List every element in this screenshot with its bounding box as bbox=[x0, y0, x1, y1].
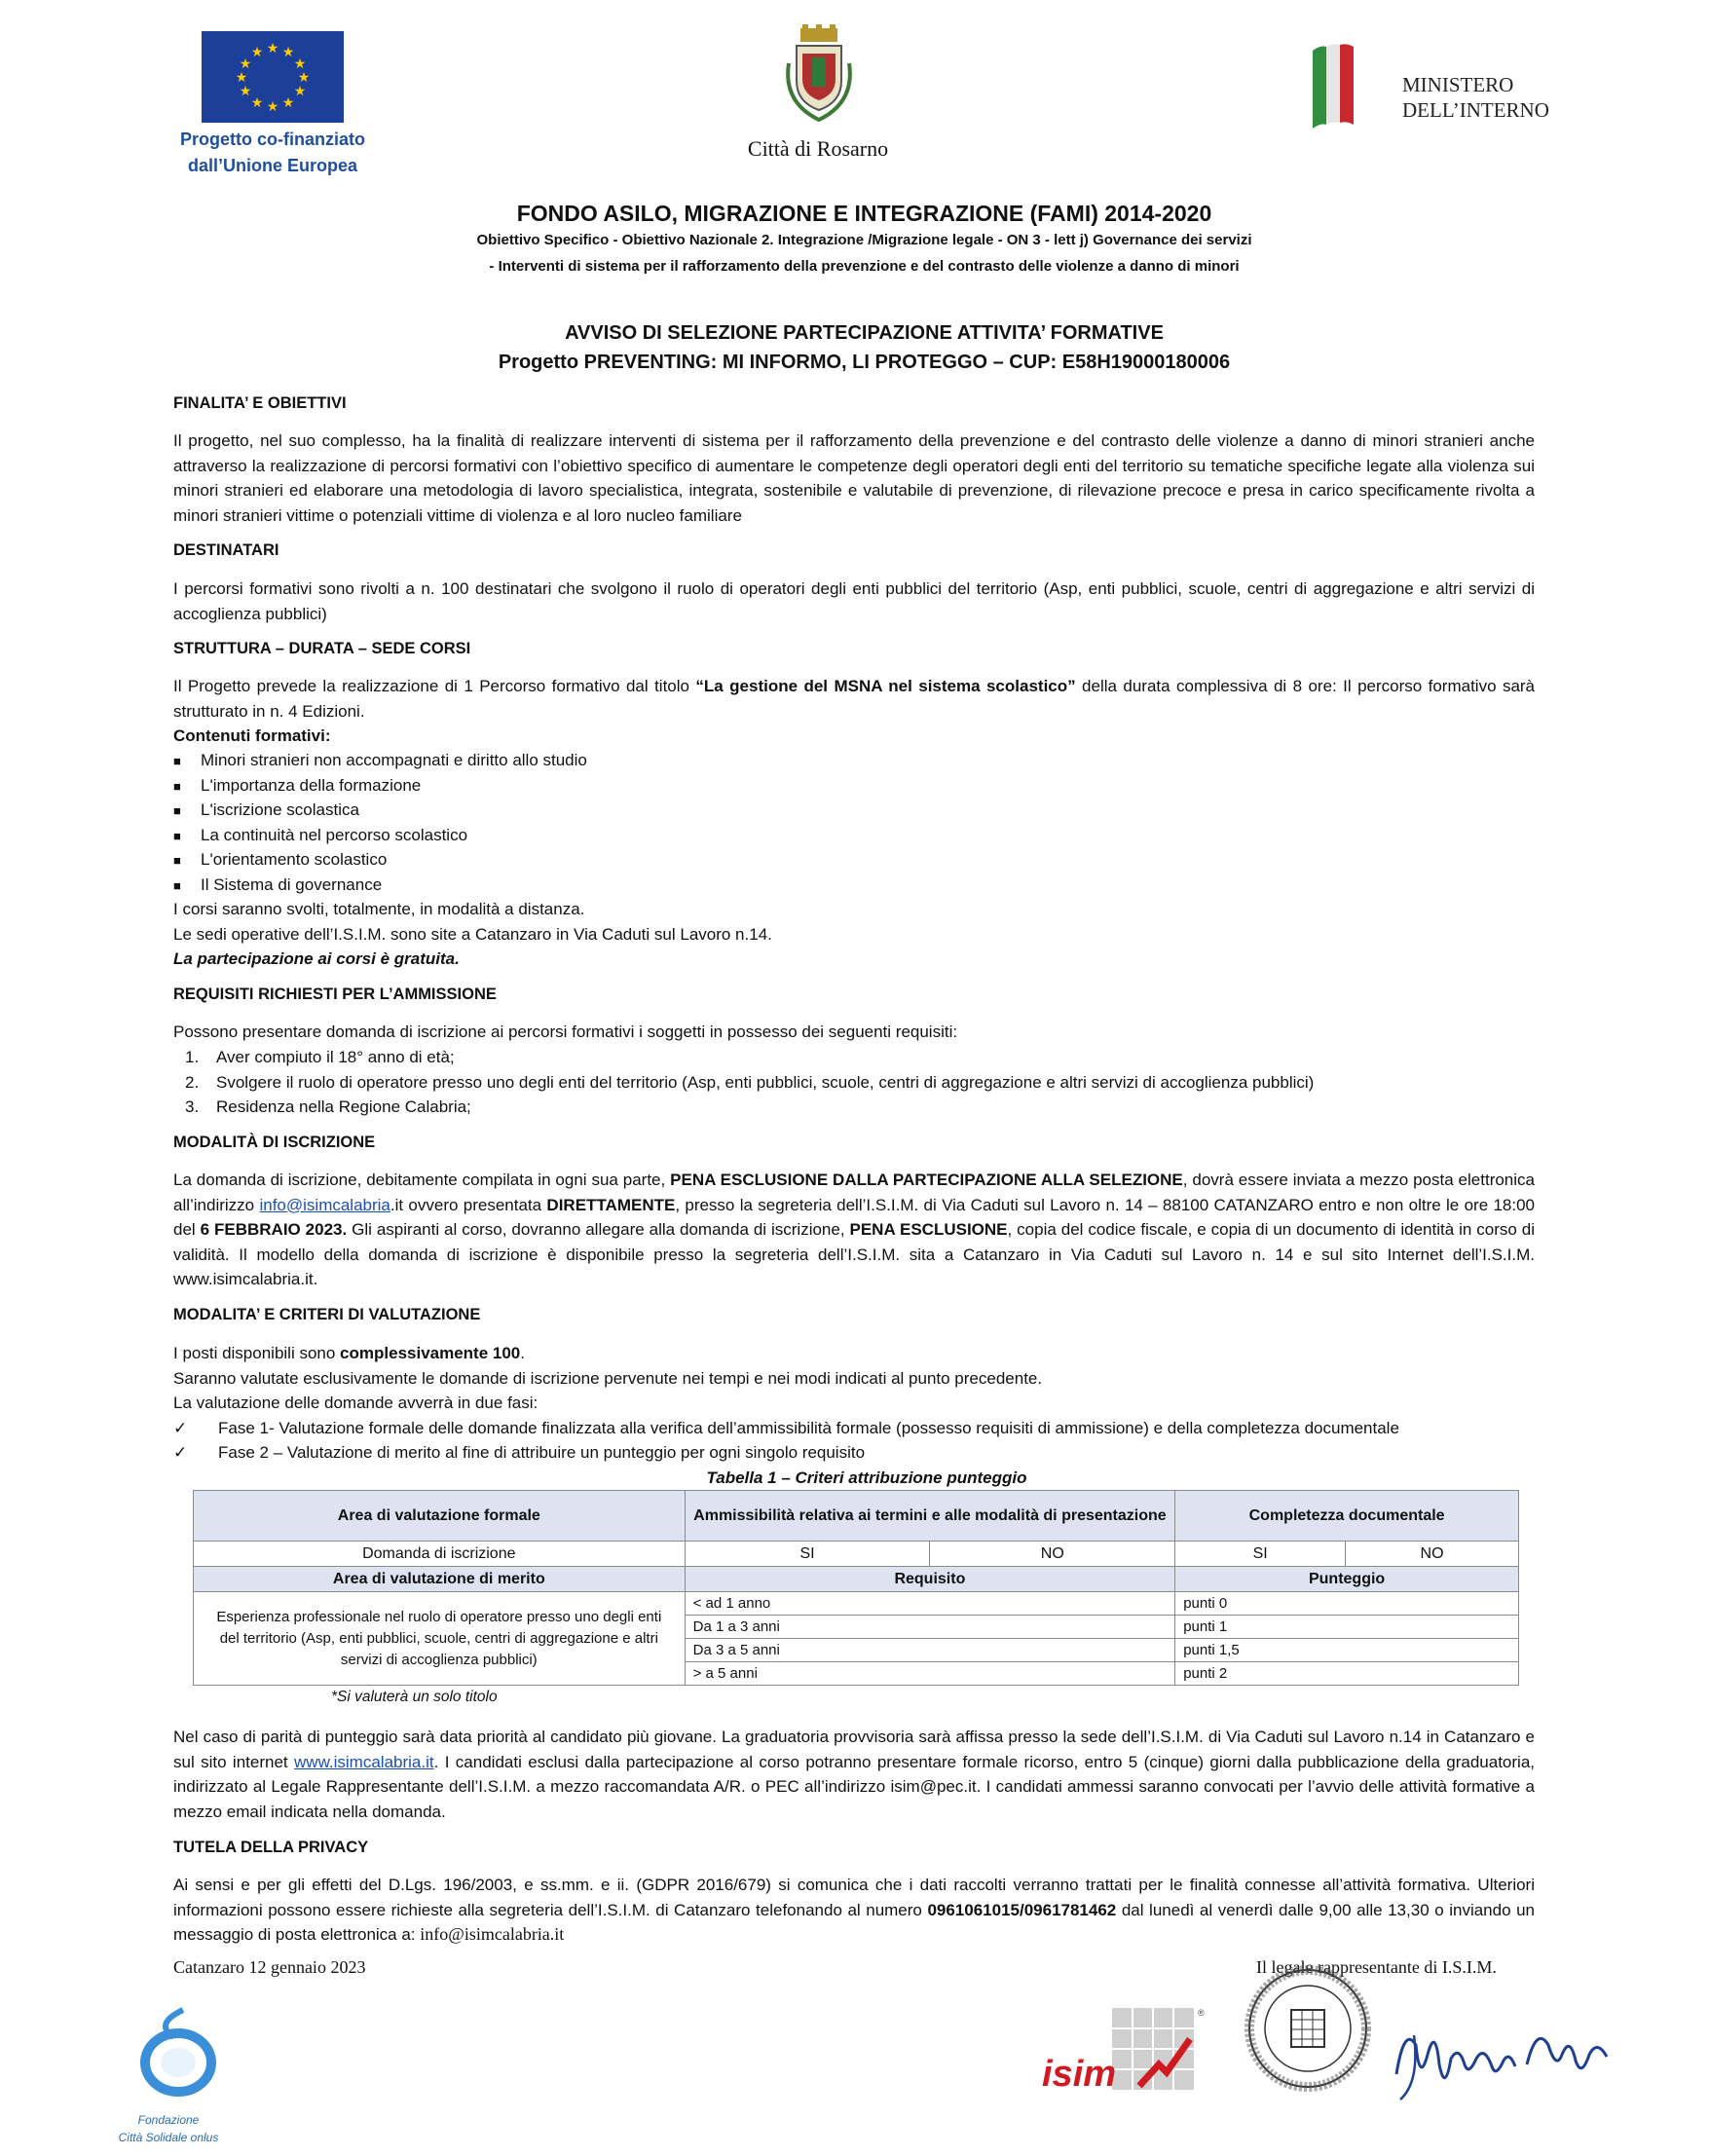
table-cell: < ad 1 anno bbox=[685, 1592, 1175, 1616]
table-row bbox=[194, 1592, 1519, 1616]
valutazione-line3: La valutazione delle domande avverrà in due fasi: bbox=[173, 1394, 539, 1412]
svg-text:★: ★ bbox=[293, 56, 307, 72]
section-heading-modalita: MODALITÀ DI ISCRIZIONE bbox=[173, 1134, 376, 1151]
graduatoria-text: Nel caso di parità di punteggio sarà data priorità al candidato più giovane. La graduatoria provvisoria sarà affissa presso la sede dell’I.S.I.M. di Via Caduti sul Lavoro n.14 in Catanzaro e sul sito internet www.isimcalabria.it. I candidati esclusi dalla partecipazione al corso potranno presentare formale ricorso, entro 5 (cinque) giorni dalla pubblicazione della graduatoria, indirizzato al Legale Rappresentante dell’I.S.I.M. a mezzo raccomandata A/R. o PEC all’indirizzo isim@pec.it. I candidati ammessi saranno convocati per l’avvio delle attività formative a mezzo email indicata nella domanda. bbox=[173, 1728, 1535, 1821]
notice-project: Progetto PREVENTING: MI INFORMO, LI PROTEGGO – CUP: E58H19000180006 bbox=[498, 352, 1231, 373]
svg-text:★: ★ bbox=[239, 56, 252, 72]
distance-note: I corsi saranno svolti, totalmente, in modalità a distanza. bbox=[173, 900, 585, 918]
list-item: ✓ Fase 2 – Valutazione di merito al fine di attribuire un punteggio per ogni singolo requisito bbox=[173, 1440, 865, 1466]
fund-title: FONDO ASILO, MIGRAZIONE E INTEGRAZIONE (FAMI) 2014-2020 bbox=[516, 201, 1212, 226]
foundation-logo bbox=[125, 2004, 232, 2101]
svg-text:★: ★ bbox=[293, 84, 307, 99]
table-cell: > a 5 anni bbox=[685, 1662, 1175, 1686]
signer-title: Il legale rappresentante di I.S.I.M. bbox=[1256, 1957, 1497, 1977]
fund-intervention-line: - Interventi di sistema per il rafforzamento della prevenzione e del contrasto delle violenze a danno di minori bbox=[489, 258, 1240, 275]
square-bullet-icon: ■ bbox=[173, 778, 181, 794]
checkmark-icon: ✓ bbox=[173, 1418, 188, 1437]
table-cell: Da 1 a 3 anni bbox=[685, 1616, 1175, 1639]
table-cell: NO bbox=[930, 1542, 1175, 1567]
free-note: La partecipazione ai corsi è gratuita. bbox=[173, 949, 460, 968]
struttura-text-a: Il Progetto prevede la realizzazione di 1 Percorso formativo dal titolo bbox=[173, 677, 696, 695]
criteria-table bbox=[193, 1490, 1519, 1686]
ministry-line1: MINISTERO bbox=[1402, 73, 1514, 96]
table-header-cell: Requisito bbox=[685, 1567, 1175, 1592]
posts-line: I posti disponibili sono complessivamente 100. bbox=[173, 1344, 525, 1362]
svg-text:★: ★ bbox=[235, 70, 248, 86]
city-crest-logo bbox=[783, 24, 855, 122]
list-item: 3. Residenza nella Regione Calabria; bbox=[185, 1097, 471, 1116]
svg-text:★: ★ bbox=[281, 45, 295, 60]
table-cell: punti 0 bbox=[1175, 1592, 1519, 1616]
city-name: Città di Rosarno bbox=[747, 136, 889, 161]
svg-text:★: ★ bbox=[266, 41, 279, 56]
square-bullet-icon: ■ bbox=[173, 853, 181, 868]
svg-text:★: ★ bbox=[297, 70, 311, 86]
list-item: ■ L'orientamento scolastico bbox=[173, 847, 387, 874]
section-heading-valutazione: MODALITA’ E CRITERI DI VALUTAZIONE bbox=[173, 1306, 481, 1323]
table-cell: NO bbox=[1346, 1542, 1519, 1567]
svg-text:isim: isim bbox=[1042, 2054, 1117, 2095]
privacy-email: info@isimcalabria.it bbox=[420, 1924, 565, 1944]
section-heading-struttura: STRUTTURA – DURATA – SEDE CORSI bbox=[173, 640, 471, 657]
course-title: “La gestione del MSNA nel sistema scolastico” bbox=[695, 677, 1076, 695]
svg-text:★: ★ bbox=[250, 45, 264, 60]
table-note: *Si valuterà un solo titolo bbox=[331, 1689, 498, 1705]
square-bullet-icon: ■ bbox=[173, 754, 181, 768]
svg-text:★: ★ bbox=[266, 99, 279, 115]
section-heading-privacy: TUTELA DELLA PRIVACY bbox=[173, 1839, 369, 1856]
list-item: ■ L'importanza della formazione bbox=[173, 773, 421, 799]
eu-caption bbox=[156, 127, 390, 179]
svg-text:★: ★ bbox=[281, 95, 295, 111]
table-row bbox=[194, 1491, 1519, 1542]
finalita-text: Il progetto, nel suo complesso, ha la finalità di realizzare interventi di sistema per il rafforzamento della prevenzione e del contrasto delle violenze a danno di minori stranieri anche attraverso la realizzazione di percorsi formativi con l’obiettivo specifico di aumentare le competenze degli operatori degli enti del territorio su tematiche specifiche legate alla violenza sui minori stranieri ed elaborare una metodologia di lavoro specialistica, integrata, sostenibile e valutabile di prevenzione, di rilevazione precoce e presa in carico specificamente rivolta a minori stranieri vittime o potenziali vittime di violenza e al loro nucleo familiare bbox=[173, 431, 1535, 525]
handwritten-signature bbox=[1391, 2006, 1624, 2113]
sites-note: Le sedi operative dell’I.S.I.M. sono site a Catanzaro in Via Caduti sul Lavoro n.14. bbox=[173, 924, 772, 944]
section-heading-destinatari: DESTINATARI bbox=[173, 541, 279, 559]
table-cell: Domanda di iscrizione bbox=[194, 1542, 686, 1567]
requisiti-intro: Possono presentare domanda di iscrizione ai percorsi formativi i soggetti in possesso dei seguenti requisiti: bbox=[173, 1022, 958, 1041]
valutazione-line2: Saranno valutate esclusivamente le domande di iscrizione pervenute nei tempi e nei modi indicati al punto precedente. bbox=[173, 1368, 1043, 1388]
list-item: ✓ Fase 1- Valutazione formale delle domande finalizzata alla verifica dell’ammissibilità formale (possesso requisiti di ammissione) e della completezza documentale bbox=[173, 1416, 1399, 1441]
table-header-cell: Area di valutazione formale bbox=[194, 1491, 686, 1542]
svg-text:★: ★ bbox=[239, 84, 252, 99]
ministry-name bbox=[1402, 72, 1549, 123]
svg-text:★: ★ bbox=[250, 95, 264, 111]
list-item: ■ La continuità nel percorso scolastico bbox=[173, 823, 467, 849]
table-cell: SI bbox=[1175, 1542, 1346, 1567]
eu-stars-icon bbox=[202, 31, 344, 123]
table-header-cell: Area di valutazione di merito bbox=[194, 1567, 686, 1592]
ministry-flag-logo bbox=[1313, 41, 1354, 129]
fund-objective-line: Obiettivo Specifico - Obiettivo Nazionale 2. Integrazione /Migrazione legale - ON 3 - lett j) Governance dei servizi bbox=[476, 232, 1252, 248]
table-cell: Esperienza professionale nel ruolo di operatore presso uno degli enti del territorio (Asp, enti pubblici, scuole, centri di aggregazione e altri servizi di accoglienza pubblici) bbox=[194, 1592, 686, 1686]
table-header-cell: Completezza documentale bbox=[1175, 1491, 1519, 1542]
checkmark-icon: ✓ bbox=[173, 1443, 188, 1462]
email-link[interactable]: info@isimcalabria bbox=[259, 1195, 390, 1214]
isim-logo bbox=[1038, 2004, 1213, 2101]
section-heading-finalita: FINALITA’ E OBIETTIVI bbox=[173, 394, 347, 412]
list-item: 2. Svolgere il ruolo di operatore presso uno degli enti del territorio (Asp, enti pubblici, scuole, centri di aggregazione e altri servizi di accoglienza pubblici) bbox=[185, 1072, 1315, 1092]
table-row bbox=[194, 1542, 1519, 1567]
table-cell: punti 1,5 bbox=[1175, 1639, 1519, 1662]
official-stamp bbox=[1245, 1965, 1371, 2092]
table-cell: punti 2 bbox=[1175, 1662, 1519, 1686]
table-header-cell: Punteggio bbox=[1175, 1567, 1519, 1592]
table-cell: SI bbox=[685, 1542, 930, 1567]
table-row bbox=[194, 1567, 1519, 1592]
table-header-cell: Ammissibilità relativa ai termini e alle modalità di presentazione bbox=[685, 1491, 1175, 1542]
table-cell: Da 3 a 5 anni bbox=[685, 1639, 1175, 1662]
privacy-text: Ai sensi e per gli effetti del D.Lgs. 196/2003, e ss.mm. e ii. (GDPR 2016/679) si comunica che i dati raccolti verranno trattati per le finalità connesse all’attività formativa. Ulteriori informazioni possono essere richieste alla segreteria dell’I.S.I.M. di Catanzaro telefonando al numero 0961061015/0961781462 dal lunedì al venerdì dalle 9,00 alle 13,30 o inviando un messaggio di posta elettronica a: info@isimcalabria.it bbox=[173, 1876, 1535, 1944]
list-item: ■ L'iscrizione scolastica bbox=[173, 798, 359, 824]
square-bullet-icon: ■ bbox=[173, 877, 181, 893]
struttura-text-b: della durata complessiva di 8 ore: Il percorso formativo sarà strutturato in n. 4 Edizioni. bbox=[173, 677, 1536, 721]
eu-caption-line1: Progetto co-finanziato bbox=[180, 130, 365, 149]
foundation-name: Fondazione Città Solidale onlus bbox=[118, 2113, 219, 2144]
list-item: ■ Il Sistema di governance bbox=[173, 873, 382, 899]
notice-title: AVVISO DI SELEZIONE PARTECIPAZIONE ATTIVITA’ FORMATIVE bbox=[565, 322, 1164, 344]
table-cell: punti 1 bbox=[1175, 1616, 1519, 1639]
square-bullet-icon: ■ bbox=[173, 803, 181, 818]
eu-flag-logo bbox=[202, 31, 344, 123]
list-item: 1. Aver compiuto il 18° anno di età; bbox=[185, 1048, 455, 1066]
svg-text:®: ® bbox=[1198, 2008, 1205, 2018]
website-link[interactable]: www.isimcalabria.it bbox=[294, 1752, 434, 1771]
phone-numbers: 0961061015/0961781462 bbox=[927, 1900, 1117, 1919]
table-caption: Tabella 1 – Criteri attribuzione punteggio bbox=[706, 1468, 1027, 1487]
square-bullet-icon: ■ bbox=[173, 828, 181, 843]
ministry-line2: DELL’INTERNO bbox=[1402, 98, 1549, 122]
modalita-text: La domanda di iscrizione, debitamente compilata in ogni sua parte, PENA ESCLUSIONE DALLA PARTECIPAZIONE ALLA SELEZIONE, dovrà essere inviata a mezzo posta elettronica all’indirizzo info@isimcalabria.it ovvero presentata DIRETTAMENTE, presso la segreteria dell’I.S.I.M. di Via Caduti sul Lavoro n. 14 – 88100 CATANZARO entro e non oltre le ore 18:00 del 6 FEBBRAIO 2023. Gli aspiranti al corso, dovranno allegare alla domanda di iscrizione, PENA ESCLUSIONE, copia del codice fiscale, e copia di un documento di identità in corso di validità. Il modello della domanda di iscrizione è disponibile presso la segreteria dell’I.S.I.M. sita a Catanzaro in Via Caduti sul Lavoro n. 14 e sul sito Internet dell’I.S.I.M. www.isimcalabria.it. bbox=[173, 1171, 1536, 1288]
eu-caption-line2: dall’Unione Europea bbox=[187, 156, 358, 175]
struttura-text bbox=[173, 674, 1535, 724]
contents-label: Contenuti formativi: bbox=[173, 726, 331, 745]
destinatari-text: I percorsi formativi sono rivolti a n. 100 destinatari che svolgono il ruolo di operatori degli enti pubblici del territorio (Asp, enti pubblici, scuole, centri di aggregazione e altri servizi di accoglienza pubblici) bbox=[173, 579, 1535, 623]
list-item: ■ Minori stranieri non accompagnati e diritto allo studio bbox=[173, 748, 587, 774]
signature-date: Catanzaro 12 gennaio 2023 bbox=[173, 1957, 366, 1977]
section-heading-requisiti: REQUISITI RICHIESTI PER L’AMMISSIONE bbox=[173, 985, 497, 1003]
